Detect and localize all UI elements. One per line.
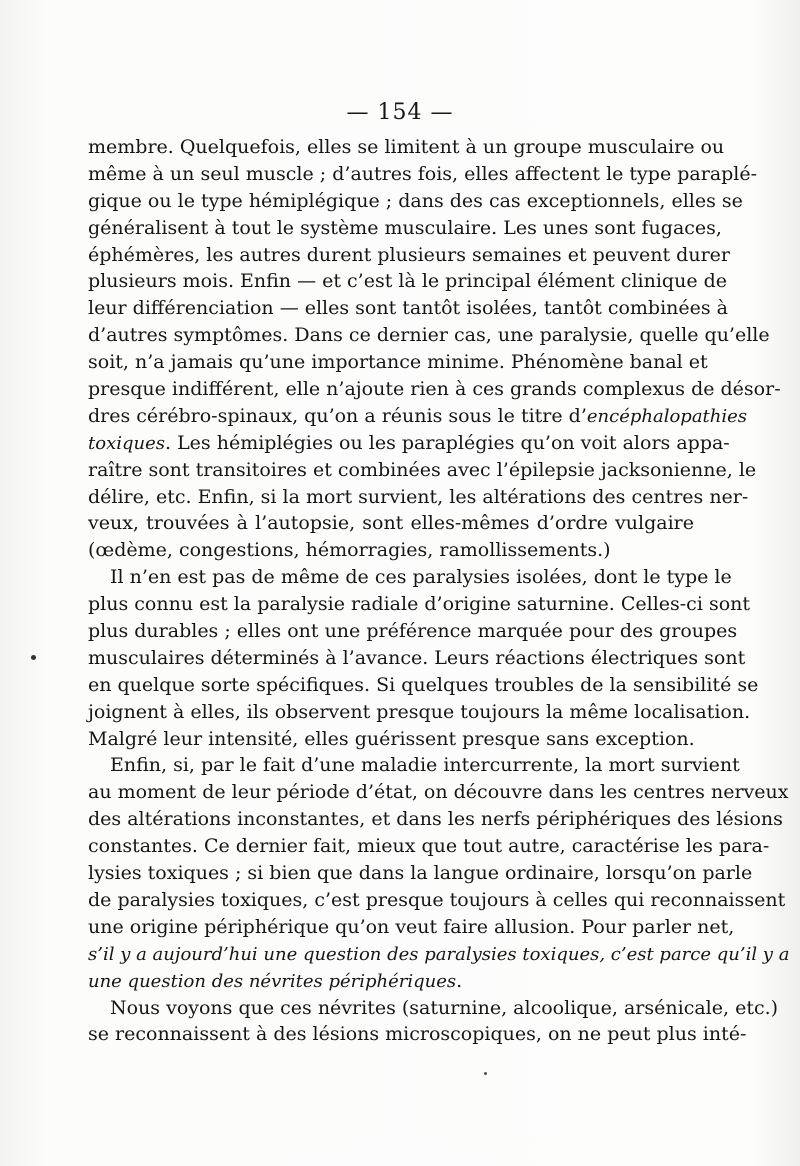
text-segment: (œdème, congestions, hémorragies, ramollissements.) [88, 539, 611, 562]
text-line [88, 752, 740, 779]
text-segment: en quelque sorte spécifiques. Si quelques troubles de la sensibilité se [88, 673, 759, 696]
text-line [88, 672, 759, 699]
text-line [88, 591, 751, 618]
text-line [88, 484, 749, 511]
text-line [88, 457, 757, 484]
text-line [88, 242, 730, 269]
text-line [88, 268, 728, 295]
text-line [88, 618, 738, 645]
text-segment: membre. Quelquefois, elles se limitent à un groupe musculaire ou [88, 136, 725, 158]
text-segment: Malgré leur intensité, elles guérissent presque sans exception. [88, 727, 695, 750]
text-segment: une origine périphérique qu’on veut faire allusion. Pour parler net, [88, 915, 735, 938]
text-segment: se reconnaissent à des lésions microscopiques, on ne peut plus inté- [88, 1023, 747, 1046]
text-line [88, 322, 770, 349]
text-segment: plus durables ; elles ont une préférence marquée pour des groupes [88, 620, 738, 643]
text-line [88, 403, 748, 430]
text-line [88, 1021, 747, 1048]
text-line [88, 161, 758, 188]
page-number: — 154 — [346, 100, 454, 125]
text-line [88, 645, 746, 672]
text-segment: Enfin, si, par le fait d’une maladie intercurrente, la mort survient [110, 754, 740, 777]
text-segment: plus connu est la paralysie radiale d’origine saturnine. Celles-ci sont [88, 593, 751, 616]
text-line [88, 887, 786, 914]
text-segment: leur différenciation — elles sont tantôt isolées, tantôt combinées à [88, 297, 729, 320]
italic-text: encéphalopathies [586, 405, 748, 427]
text-line [88, 995, 779, 1022]
text-line [88, 188, 743, 215]
text-line [88, 968, 694, 995]
text-line [88, 349, 708, 376]
stray-mark [484, 1072, 487, 1075]
text-segment: veux, trouvées à l’autopsie, sont elles-mêmes d’ordre vulgaire [88, 512, 694, 535]
text-segment: . Les hémiplégies ou les paraplégies qu’on voit alors appa- [164, 431, 730, 454]
text-segment: délire, etc. Enfin, si la mort survient, les altérations des centres ner- [88, 485, 749, 508]
text-segment: généralisent à tout le système musculaire. Les unes sont fugaces, [88, 216, 722, 239]
text-line [88, 726, 694, 753]
text-segment: des altérations inconstantes, et dans les nerfs périphériques des lésions [88, 808, 783, 831]
italic-text: toxiques [88, 432, 165, 454]
text-line [88, 134, 725, 161]
text-line [88, 376, 781, 403]
text-segment: dres cérébro-spinaux, qu’on a réunis sous le titre d’ [88, 404, 587, 427]
body-text [88, 134, 790, 1048]
text-segment: presque indifférent, elle n’ajoute rien à ces grands complexus de désor- [88, 378, 781, 401]
text-segment: musculaires déterminés à l’avance. Leurs réactions électriques sont [88, 646, 746, 669]
text-line [88, 537, 694, 564]
text-line [88, 833, 770, 860]
text-segment: plusieurs mois. Enfin — et c’est là le principal élément clinique de [88, 270, 728, 293]
text-segment: éphémères, les autres durent plusieurs semaines et peuvent durer [88, 243, 730, 266]
text-segment: gique ou le type hémiplégique ; dans des cas exceptionnels, elles se [88, 189, 743, 212]
text-line [88, 860, 753, 887]
text-line [88, 295, 729, 322]
text-line [88, 215, 722, 242]
text-segment: joignent à elles, ils observent presque toujours la même localisation. [88, 700, 751, 723]
text-segment: . [456, 969, 463, 992]
text-segment: raître sont transitoires et combinées avec l’épilepsie jacksonienne, le [88, 458, 757, 481]
text-line [88, 699, 751, 726]
text-line [88, 914, 735, 941]
text-segment: soit, n’a jamais qu’une importance minime. Phénomène banal et [88, 351, 708, 374]
text-line [88, 941, 790, 968]
text-line [88, 564, 732, 591]
text-segment: Nous voyons que ces névrites (saturnine, alcoolique, arsénicale, etc.) [110, 996, 779, 1019]
text-segment: de paralysies toxiques, c’est presque toujours à celles qui reconnaissent [88, 888, 786, 911]
italic-text: une question des névrites périphériques [88, 970, 457, 992]
italic-text: s’il y a aujourd’hui une question des paralysies toxiques, c’est parce qu’il y a [88, 943, 790, 965]
text-line [88, 779, 789, 806]
text-segment: au moment de leur période d’état, on découvre dans les centres nerveux [88, 781, 789, 804]
text-segment: même à un seul muscle ; d’autres fois, elles affectent le type paraplé- [88, 162, 758, 185]
text-segment: constantes. Ce dernier fait, mieux que tout autre, caractérise les para- [88, 835, 770, 858]
text-line [88, 510, 694, 537]
text-segment: Il n’en est pas de même de ces paralysies isolées, dont le type le [110, 566, 732, 589]
text-line [88, 806, 783, 833]
text-segment: d’autres symptômes. Dans ce dernier cas, une paralysie, quelle qu’elle [88, 324, 770, 347]
text-line [88, 430, 730, 457]
margin-dot [31, 655, 36, 660]
text-segment: lysies toxiques ; si bien que dans la langue ordinaire, lorsqu’on parle [88, 862, 753, 885]
